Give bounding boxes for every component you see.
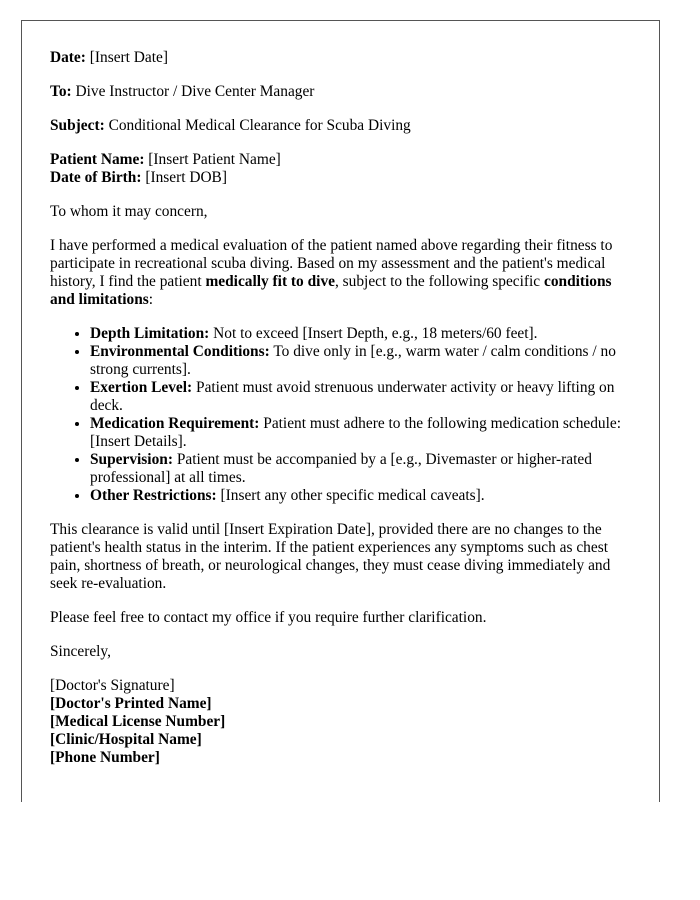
dob-value: [Insert DOB] <box>141 169 227 186</box>
condition-text: Patient must avoid strenuous underwater activity or heavy lifting on deck. <box>90 379 615 414</box>
condition-text: [Insert any other specific medical caveats]. <box>216 487 485 504</box>
license-number: [Medical License Number] <box>50 713 226 730</box>
signature-placeholder: [Doctor's Signature] <box>50 677 175 694</box>
to-label: To: <box>50 83 72 100</box>
intro-paragraph <box>50 237 636 309</box>
intro-bold-conditions: conditions and limitations <box>50 273 612 308</box>
letter-page <box>21 20 660 802</box>
list-item <box>90 325 636 343</box>
signature-block <box>50 677 636 767</box>
validity-paragraph: This clearance is valid until [Insert Expiration Date], provided there are no changes to the patient's health status in the interim. If the patient experiences any symptoms such as chest pain, shortness of breath, or neurological changes, they must cease diving immediately and seek re-evaluation. <box>50 521 611 592</box>
clinic-name: [Clinic/Hospital Name] <box>50 731 202 748</box>
patient-name-label: Patient Name: <box>50 151 145 168</box>
letter-content <box>50 49 636 767</box>
condition-label: Other Restrictions: <box>90 487 217 504</box>
date-label: Date: <box>50 49 86 66</box>
dob-label: Date of Birth: <box>50 169 142 186</box>
subject-value: Conditional Medical Clearance for Scuba Diving <box>104 117 411 134</box>
to-line <box>50 83 636 101</box>
condition-text: To dive only in [e.g., warm water / calm conditions / no strong currents]. <box>90 343 616 378</box>
condition-label: Environmental Conditions: <box>90 343 270 360</box>
date-value: [Insert Date] <box>85 49 168 66</box>
condition-label: Depth Limitation: <box>90 325 210 342</box>
intro-bold-fit: medically fit to dive <box>205 273 335 290</box>
condition-text: Not to exceed [Insert Depth, e.g., 18 meters/60 feet]. <box>209 325 538 342</box>
conditions-list <box>50 325 636 505</box>
date-line <box>50 49 636 67</box>
patient-info <box>50 151 636 187</box>
condition-text: Patient must be accompanied by a [e.g., Divemaster or higher-rated professional] at all times. <box>90 451 592 486</box>
list-item <box>90 487 636 505</box>
condition-text: Patient must adhere to the following medication schedule: [Insert Details]. <box>90 415 622 450</box>
condition-label: Exertion Level: <box>90 379 193 396</box>
list-item <box>90 451 636 487</box>
subject-label: Subject: <box>50 117 105 134</box>
contact-paragraph: Please feel free to contact my office if you require further clarification. <box>50 609 487 626</box>
patient-name-value: [Insert Patient Name] <box>144 151 281 168</box>
intro-text-2: , subject to the following specific <box>334 273 544 290</box>
list-item <box>90 343 636 379</box>
phone-number: [Phone Number] <box>50 749 160 766</box>
list-item <box>90 415 636 451</box>
list-item <box>90 379 636 415</box>
intro-text-3: : <box>148 291 154 308</box>
subject-line <box>50 117 636 135</box>
printed-name: [Doctor's Printed Name] <box>50 695 212 712</box>
condition-label: Medication Requirement: <box>90 415 260 432</box>
to-value: Dive Instructor / Dive Center Manager <box>71 83 315 100</box>
condition-label: Supervision: <box>90 451 173 468</box>
intro-text-1: I have performed a medical evaluation of the patient named above regarding their fitness to participate in recreational scuba diving. Based on my assessment and the patient's medical history, I find the patient <box>50 237 613 290</box>
salutation: To whom it may concern, <box>50 203 208 220</box>
closing: Sincerely, <box>50 643 111 660</box>
